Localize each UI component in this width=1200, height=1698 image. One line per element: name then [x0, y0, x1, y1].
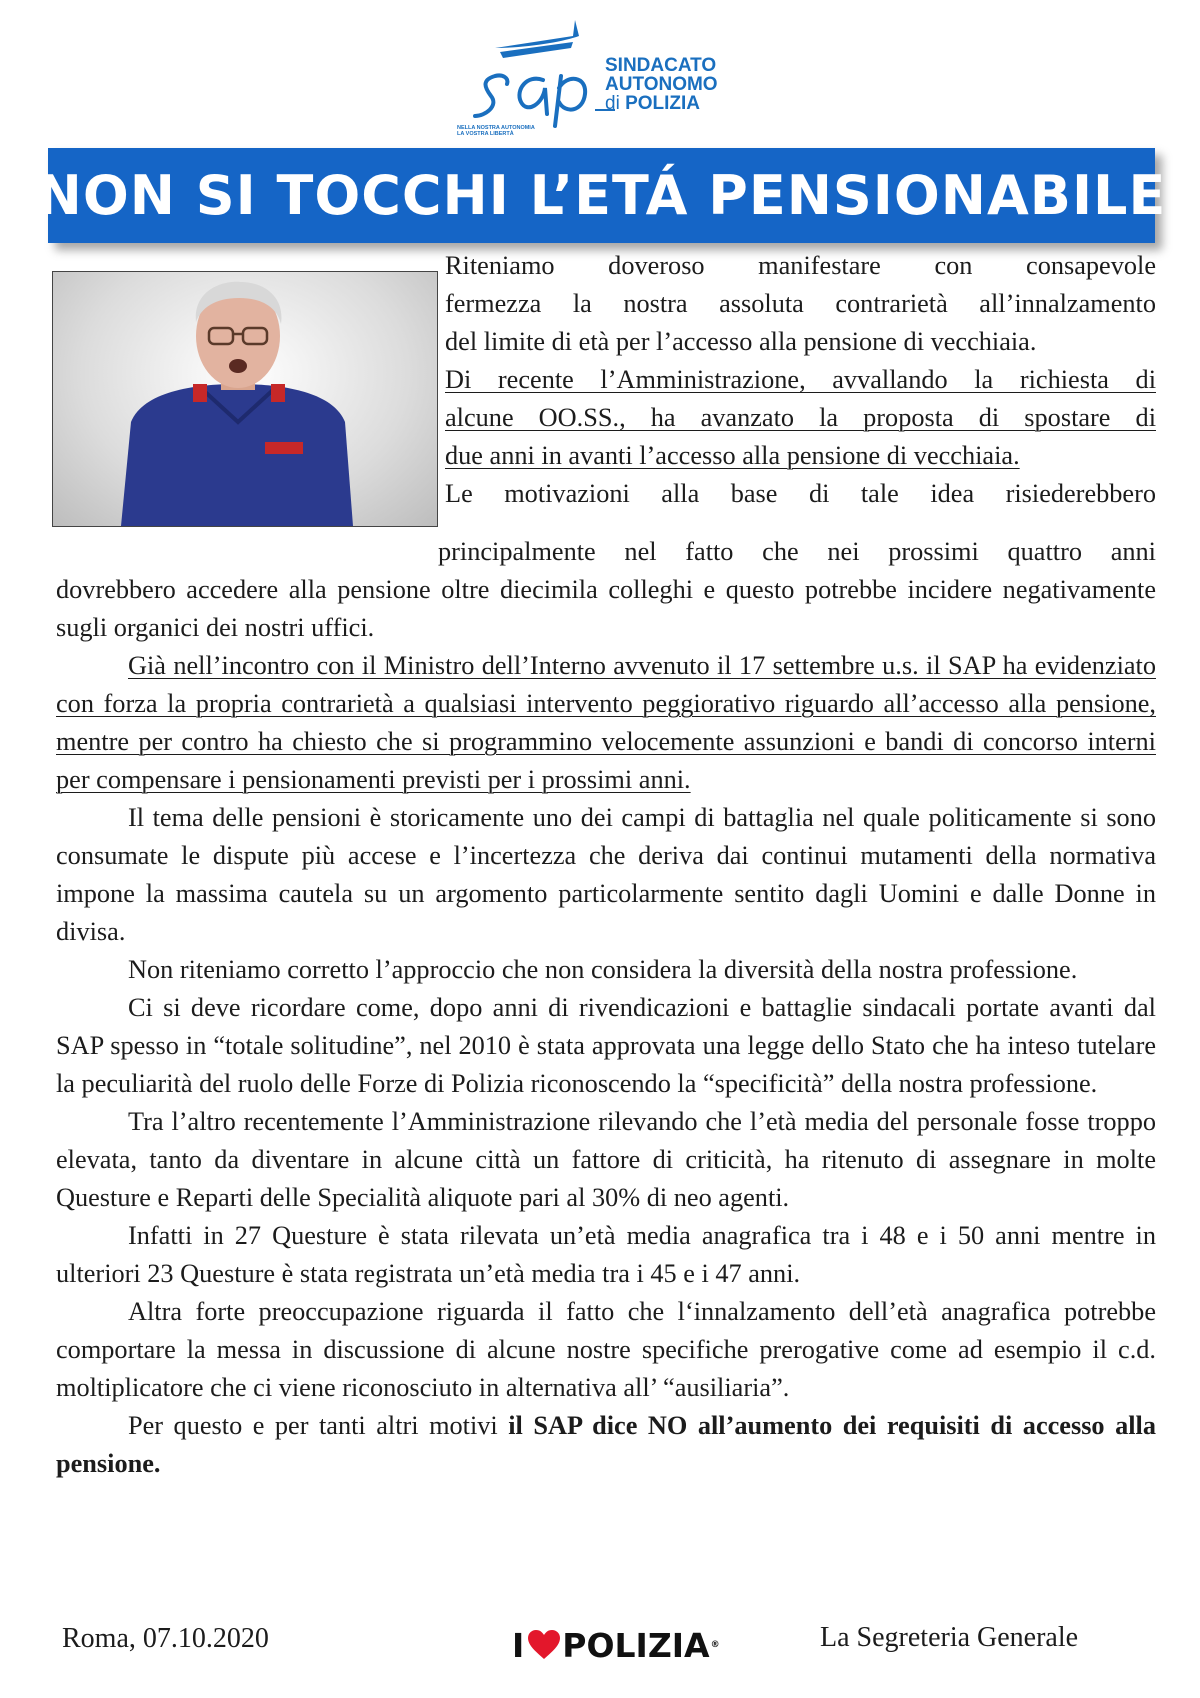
elderly-officer-photo — [52, 271, 438, 527]
footer-logo-registered: ® — [710, 1640, 720, 1650]
conclusione-text: Per questo e per tanti altri motivi — [128, 1411, 509, 1440]
paragraph-ministro — [56, 647, 1156, 799]
sap-logo — [455, 18, 755, 143]
proposal-line-2: alcune OO.SS., ha avanzato la proposta di spostare di — [445, 403, 1156, 432]
paragraph-conclusione — [56, 1407, 1156, 1483]
logo-motto-line-2: LA VOSTRA LIBERTÀ — [457, 131, 514, 137]
conclusione-bold: il SAP dice NO all’aumento dei requisiti di accesso alla pensione. — [56, 1411, 1156, 1478]
paragraph-approccio: Non riteniamo corretto l’approccio che non considera la diversità della nostra professione. — [128, 955, 1078, 984]
logo-line-3 — [605, 94, 718, 113]
paragraph-ministro-text: Già nell’incontro con il Ministro dell’Interno avvenuto il 17 settembre u.s. il SAP ha evidenziato con forza la propria contrarietà a qualsiasi intervento peggiorativo riguardo all’accesso alla pensione, mentre per contro ha chiesto che si programmino velocemente assunzioni e bandi di concorso interni per compensare i pensionamenti previsti per i prossimi anni. — [56, 651, 1156, 794]
intro-line-3: del limite di età per l’accesso alla pensione di vecchiaia. — [445, 327, 1037, 356]
sap-emblem-icon — [455, 18, 615, 128]
logo-line-1: SINDACATO — [605, 55, 717, 76]
footer-logo-i: I — [512, 1625, 525, 1665]
logo-line-3-prefix: di — [605, 93, 620, 114]
logo-line-3-main: POLIZIA — [625, 93, 701, 114]
page-title: NON SI TOCCHI L’ETÁ PENSIONABILE — [36, 164, 1167, 227]
paragraph-eta-media: Tra l’altro recentemente l’Amministrazione rilevando che l’età media del personale fosse troppo elevata, tanto da diventare in alcune città un fattore di criticità, ha ritenuto di assegnare in molte Questure e Reparti delle Specialità aliquote pari al 30% di neo agenti. — [56, 1107, 1156, 1212]
title-banner — [36, 148, 1167, 243]
motivation-line-1: Le motivazioni alla base di tale idea risiederebbero — [445, 479, 1156, 508]
proposal-line-3-text: due anni in avanti l’accesso alla pensione di vecchiaia. — [445, 441, 1020, 470]
proposal-line-1: Di recente l’Amministrazione, avvallando la richiesta di — [445, 365, 1156, 394]
signature: La Segreteria Generale — [820, 1622, 1079, 1653]
heart-icon — [527, 1630, 561, 1660]
paragraph-preoccupazione: Altra forte preoccupazione riguarda il fatto che l‘innalzamento dell’età anagrafica potrebbe comportare la messa in discussione di alcune nostre specifiche prerogative come ad esempio il c.d. moltiplicatore che ci viene riconosciuto in alternativa all’ “ausiliaria”. — [56, 1297, 1156, 1402]
main-text — [56, 571, 1156, 1483]
intro-paragraph — [445, 247, 1156, 513]
logo-motto — [457, 125, 567, 137]
paragraph-questure: Infatti in 27 Questure è stata rilevata un’età media anagrafica tra i 48 e i 50 anni mentre in ulteriori 23 Questure è stata registrata un’età media tra i 45 e i 47 anni. — [56, 1221, 1156, 1288]
paragraph-specificita: Ci si deve ricordare come, dopo anni di rivendicazioni e battaglie sindacali portate avanti dal SAP spesso in “totale solitudine”, nel 2010 è stata approvata una legge dello Stato che ha inteso tutelare la peculiarità del ruolo delle Forze di Polizia riconoscendo la “specificità” della nostra professione. — [56, 993, 1156, 1098]
logo-line-2: AUTONOMO — [605, 74, 718, 95]
intro-line-1: Riteniamo doveroso manifestare con consapevole — [445, 251, 1156, 280]
logo-motto-line-1: NELLA NOSTRA AUTONOMIA — [457, 125, 535, 131]
motivation-line-2-block — [438, 533, 1156, 571]
motivation-rest: dovrebbero accedere alla pensione oltre diecimila colleghi e questo potrebbe incidere negativamente sugli organici dei nostri uffici. — [56, 575, 1156, 642]
officer-illustration — [53, 272, 437, 526]
place-date: Roma, 07.10.2020 — [62, 1623, 269, 1654]
i-love-polizia-logo — [512, 1625, 720, 1665]
footer-logo-word: POLIZIA — [562, 1625, 710, 1665]
intro-line-2: fermezza la nostra assoluta contrarietà all’innalzamento — [445, 289, 1156, 318]
proposal-line-3 — [445, 437, 1156, 475]
paragraph-tema-pensioni: Il tema delle pensioni è storicamente uno dei campi di battaglia nel quale politicamente si sono consumate le dispute più accese e l’incertezza che deriva dai continui mutamenti della normativa impone la massima cautela su un argomento particolarmente sentito dagli Uomini e dalle Donne in divisa. — [56, 803, 1156, 946]
motivation-line-2: principalmente nel fatto che nei prossimi quattro anni — [438, 537, 1156, 566]
logo-wordmark — [605, 56, 718, 113]
